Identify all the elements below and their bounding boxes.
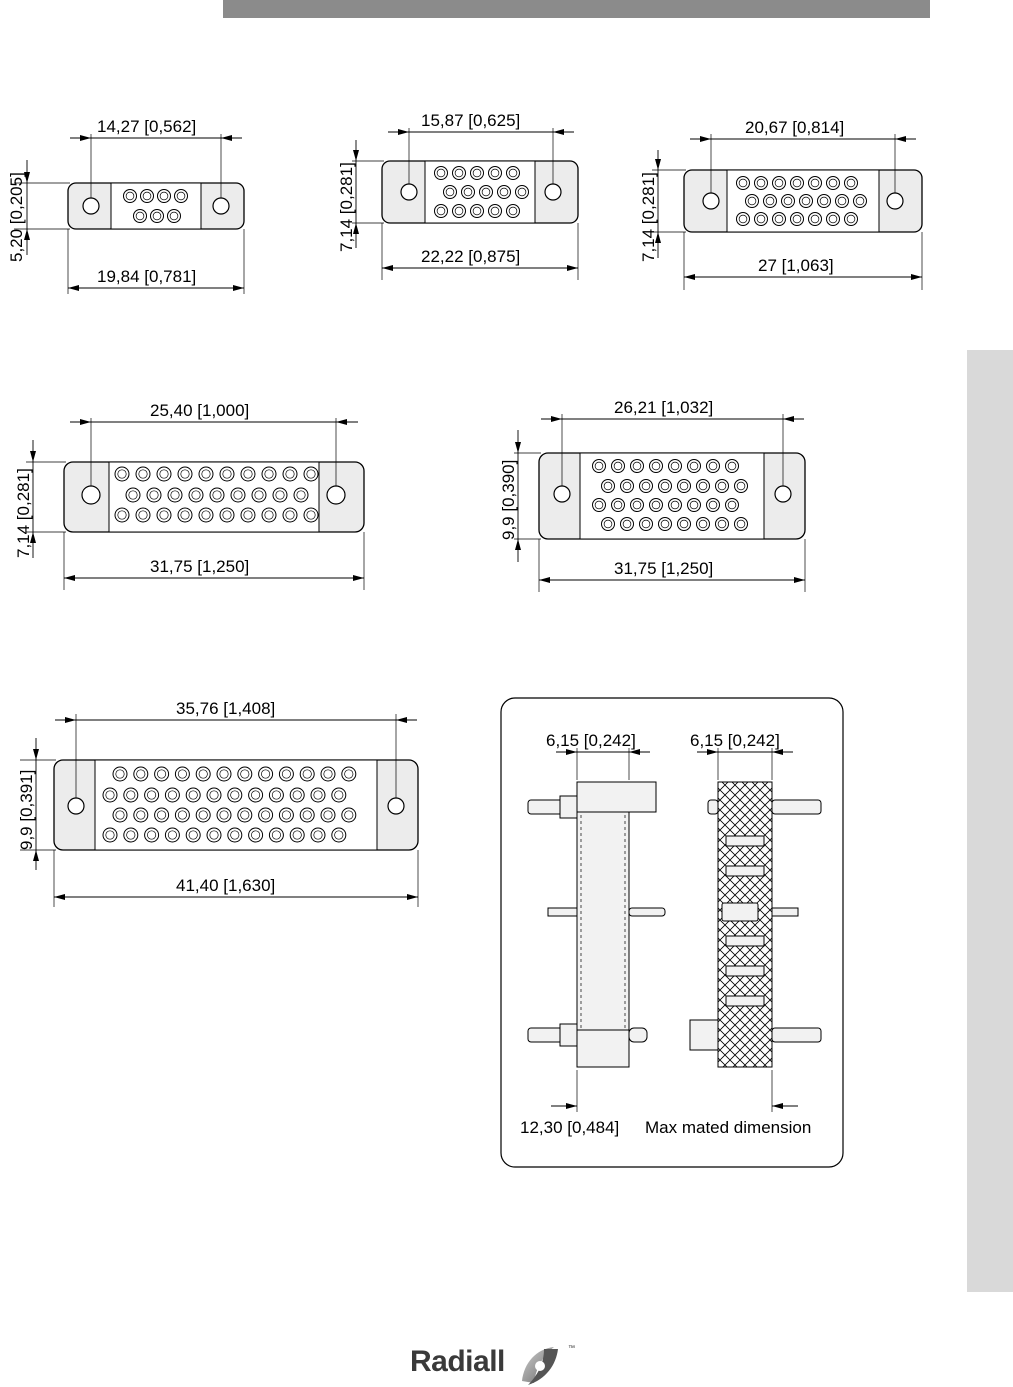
contact-cavity xyxy=(196,767,210,781)
contact-cavity xyxy=(800,195,813,208)
contact-cavity xyxy=(147,488,161,502)
contact-cavity xyxy=(669,460,682,473)
contact-cavity xyxy=(462,186,475,199)
contact-cavity xyxy=(311,788,325,802)
dim-top-5: 26,21 [1,032] xyxy=(614,398,714,417)
contact-cavity xyxy=(342,767,356,781)
contact-cavity xyxy=(178,508,192,522)
contact-cavity xyxy=(217,808,231,822)
contact-cavity xyxy=(332,788,346,802)
contact-cavity xyxy=(735,518,748,531)
contact-cavity xyxy=(103,788,117,802)
contact-cavity xyxy=(716,518,729,531)
contact-cavity xyxy=(186,788,200,802)
side-view-panel xyxy=(501,698,843,1167)
contact-cavity xyxy=(612,460,625,473)
contact-cavity xyxy=(175,767,189,781)
contact-cavity xyxy=(845,177,858,190)
contact-cavity xyxy=(818,195,831,208)
contact-cavity xyxy=(612,499,625,512)
contact-cavity xyxy=(621,480,634,493)
connector-3 xyxy=(639,118,922,290)
mounting-hole xyxy=(83,198,99,214)
contact-cavity xyxy=(480,186,493,199)
contact-cavity xyxy=(593,460,606,473)
contact-cavity xyxy=(650,499,663,512)
dim-bottom-2: 22,22 [0,875] xyxy=(421,247,521,266)
trademark: ™ xyxy=(568,1345,575,1352)
contact-cavity xyxy=(791,177,804,190)
contact-cavity xyxy=(151,210,164,223)
contact-cavity xyxy=(726,499,739,512)
dim-top-2: 15,87 [0,625] xyxy=(421,111,521,130)
contact-cavity xyxy=(207,788,221,802)
contact-cavity xyxy=(697,518,710,531)
contact-cavity xyxy=(115,508,129,522)
contact-cavity xyxy=(259,808,273,822)
right-insulator-section xyxy=(718,782,772,1067)
contact-cavity xyxy=(279,767,293,781)
left-insulator xyxy=(577,782,629,1067)
contact-cavity xyxy=(115,467,129,481)
mounting-hole xyxy=(554,486,570,502)
mounting-hole xyxy=(327,486,345,504)
mounting-hole xyxy=(545,184,561,200)
dim-top-1: 14,27 [0,562] xyxy=(97,117,197,136)
mounting-hole xyxy=(213,198,229,214)
contact-cavity xyxy=(249,828,263,842)
contact-cavity xyxy=(228,788,242,802)
contact-cavity xyxy=(158,190,171,203)
contact-cavity xyxy=(300,808,314,822)
side-width-left: 6,15 [0,242] xyxy=(546,731,636,750)
contact-cavity xyxy=(217,767,231,781)
contact-cavity xyxy=(273,488,287,502)
contact-cavity xyxy=(311,828,325,842)
mated-dim-value: 12,30 [0,484] xyxy=(520,1118,620,1137)
contact-cavity xyxy=(238,767,252,781)
contact-cavity xyxy=(252,488,266,502)
contact-cavity xyxy=(228,828,242,842)
contact-cavity xyxy=(737,213,750,226)
contact-cavity xyxy=(259,767,273,781)
contact-cavity xyxy=(707,460,720,473)
contact-cavity xyxy=(688,460,701,473)
contact-cavity xyxy=(178,467,192,481)
dim-side-6: 9,9 [0,391] xyxy=(17,769,36,850)
contact-cavity xyxy=(165,788,179,802)
contact-cavity xyxy=(136,467,150,481)
contact-cavity xyxy=(269,828,283,842)
contact-cavity xyxy=(241,467,255,481)
mounting-hole xyxy=(775,486,791,502)
contact-cavity xyxy=(249,788,263,802)
contact-cavity xyxy=(726,460,739,473)
connector-3-contacts xyxy=(737,177,867,226)
contact-cavity xyxy=(755,213,768,226)
contact-cavity xyxy=(593,499,606,512)
contact-cavity xyxy=(155,767,169,781)
contact-cavity xyxy=(678,518,691,531)
contact-cavity xyxy=(134,767,148,781)
contact-cavity xyxy=(304,508,318,522)
contact-cavity xyxy=(321,767,335,781)
contact-cavity xyxy=(640,480,653,493)
contact-cavity xyxy=(155,808,169,822)
contact-cavity xyxy=(621,518,634,531)
contact-cavity xyxy=(189,488,203,502)
contact-cavity xyxy=(489,167,502,180)
mounting-hole xyxy=(401,184,417,200)
dim-top-3: 20,67 [0,814] xyxy=(745,118,845,137)
dim-top-6: 35,76 [1,408] xyxy=(176,699,276,718)
connector-1 xyxy=(7,117,244,294)
contact-cavity xyxy=(659,518,672,531)
contact-cavity xyxy=(773,213,786,226)
contact-cavity xyxy=(809,177,822,190)
contact-cavity xyxy=(283,467,297,481)
contact-cavity xyxy=(669,499,682,512)
contact-cavity xyxy=(342,808,356,822)
brand-name: Radiall xyxy=(410,1345,505,1378)
dim-bottom-6: 41,40 [1,630] xyxy=(176,876,276,895)
contact-cavity xyxy=(507,167,520,180)
connector-2 xyxy=(337,111,578,280)
contact-cavity xyxy=(516,186,529,199)
contact-cavity xyxy=(332,828,346,842)
dim-side-3: 7,14 [0,281] xyxy=(639,172,658,262)
contact-cavity xyxy=(134,210,147,223)
connector-4 xyxy=(14,401,364,590)
contact-cavity xyxy=(220,508,234,522)
contact-cavity xyxy=(791,213,804,226)
mated-dim-caption: Max mated dimension xyxy=(645,1118,812,1137)
brand-mark-icon xyxy=(514,1343,566,1387)
contact-cavity xyxy=(103,828,117,842)
contact-cavity xyxy=(165,828,179,842)
contact-cavity xyxy=(827,177,840,190)
dim-bottom-4: 31,75 [1,250] xyxy=(150,557,250,576)
mounting-hole xyxy=(68,798,84,814)
side-width-right: 6,15 [0,242] xyxy=(690,731,780,750)
mounting-hole xyxy=(703,193,719,209)
contact-cavity xyxy=(126,488,140,502)
contact-cavity xyxy=(124,190,137,203)
contact-cavity xyxy=(471,205,484,218)
dim-side-1: 5,20 [0,205] xyxy=(7,172,26,262)
contact-cavity xyxy=(735,480,748,493)
contact-cavity xyxy=(134,808,148,822)
contact-cavity xyxy=(602,480,615,493)
mounting-hole xyxy=(82,486,100,504)
contact-cavity xyxy=(773,177,786,190)
contact-cavity xyxy=(141,190,154,203)
contact-cavity xyxy=(444,186,457,199)
contact-cavity xyxy=(238,808,252,822)
contact-cavity xyxy=(707,499,720,512)
contact-cavity xyxy=(688,499,701,512)
contact-cavity xyxy=(435,167,448,180)
connector-5 xyxy=(499,398,805,592)
contact-cavity xyxy=(294,488,308,502)
contact-cavity xyxy=(764,195,777,208)
contact-cavity xyxy=(321,808,335,822)
contact-cavity xyxy=(746,195,759,208)
dim-bottom-3: 27 [1,063] xyxy=(758,256,834,275)
contact-cavity xyxy=(498,186,511,199)
mounting-hole xyxy=(388,798,404,814)
contact-cavity xyxy=(262,467,276,481)
contact-cavity xyxy=(304,467,318,481)
contact-cavity xyxy=(157,508,171,522)
contact-cavity xyxy=(300,767,314,781)
contact-cavity xyxy=(697,480,710,493)
contact-cavity xyxy=(678,480,691,493)
contact-cavity xyxy=(283,508,297,522)
contact-cavity xyxy=(631,499,644,512)
dim-side-2: 7,14 [0,281] xyxy=(337,162,356,252)
contact-cavity xyxy=(220,467,234,481)
dim-bottom-5: 31,75 [1,250] xyxy=(614,559,714,578)
contact-cavity xyxy=(124,788,138,802)
contact-cavity xyxy=(196,808,210,822)
contact-cavity xyxy=(199,467,213,481)
contact-cavity xyxy=(854,195,867,208)
contact-cavity xyxy=(507,205,520,218)
contact-cavity xyxy=(157,467,171,481)
contact-cavity xyxy=(489,205,502,218)
contact-cavity xyxy=(836,195,849,208)
contact-cavity xyxy=(279,808,293,822)
contact-cavity xyxy=(145,788,159,802)
contact-cavity xyxy=(737,177,750,190)
side-view-left xyxy=(528,782,665,1067)
contact-cavity xyxy=(113,767,127,781)
contact-cavity xyxy=(290,828,304,842)
contact-cavity xyxy=(290,788,304,802)
contact-cavity xyxy=(210,488,224,502)
contact-cavity xyxy=(145,828,159,842)
contact-cavity xyxy=(175,808,189,822)
contact-cavity xyxy=(269,788,283,802)
contact-cavity xyxy=(650,460,663,473)
contact-cavity xyxy=(262,508,276,522)
contact-cavity xyxy=(782,195,795,208)
contact-cavity xyxy=(827,213,840,226)
mounting-hole xyxy=(887,193,903,209)
contact-cavity xyxy=(435,205,448,218)
contact-cavity xyxy=(471,167,484,180)
side-view-right xyxy=(690,782,821,1067)
contact-cavity xyxy=(231,488,245,502)
contact-cavity xyxy=(755,177,768,190)
contact-cavity xyxy=(168,210,181,223)
contact-cavity xyxy=(845,213,858,226)
contact-cavity xyxy=(168,488,182,502)
dim-side-4: 7,14 [0,281] xyxy=(14,468,33,558)
contact-cavity xyxy=(453,205,466,218)
contact-cavity xyxy=(199,508,213,522)
contact-cavity xyxy=(175,190,188,203)
contact-cavity xyxy=(453,167,466,180)
dim-bottom-1: 19,84 [0,781] xyxy=(97,267,197,286)
side-view-frame xyxy=(501,698,843,1167)
contact-cavity xyxy=(186,828,200,842)
connector-6 xyxy=(17,699,418,907)
contact-cavity xyxy=(124,828,138,842)
contact-cavity xyxy=(809,213,822,226)
contact-cavity xyxy=(602,518,615,531)
contact-cavity xyxy=(241,508,255,522)
dim-top-4: 25,40 [1,000] xyxy=(150,401,250,420)
contact-cavity xyxy=(113,808,127,822)
contact-cavity xyxy=(640,518,653,531)
contact-cavity xyxy=(136,508,150,522)
contact-cavity xyxy=(716,480,729,493)
dim-side-5: 9,9 [0,390] xyxy=(499,459,518,540)
contact-cavity xyxy=(207,828,221,842)
contact-cavity xyxy=(659,480,672,493)
contact-cavity xyxy=(631,460,644,473)
